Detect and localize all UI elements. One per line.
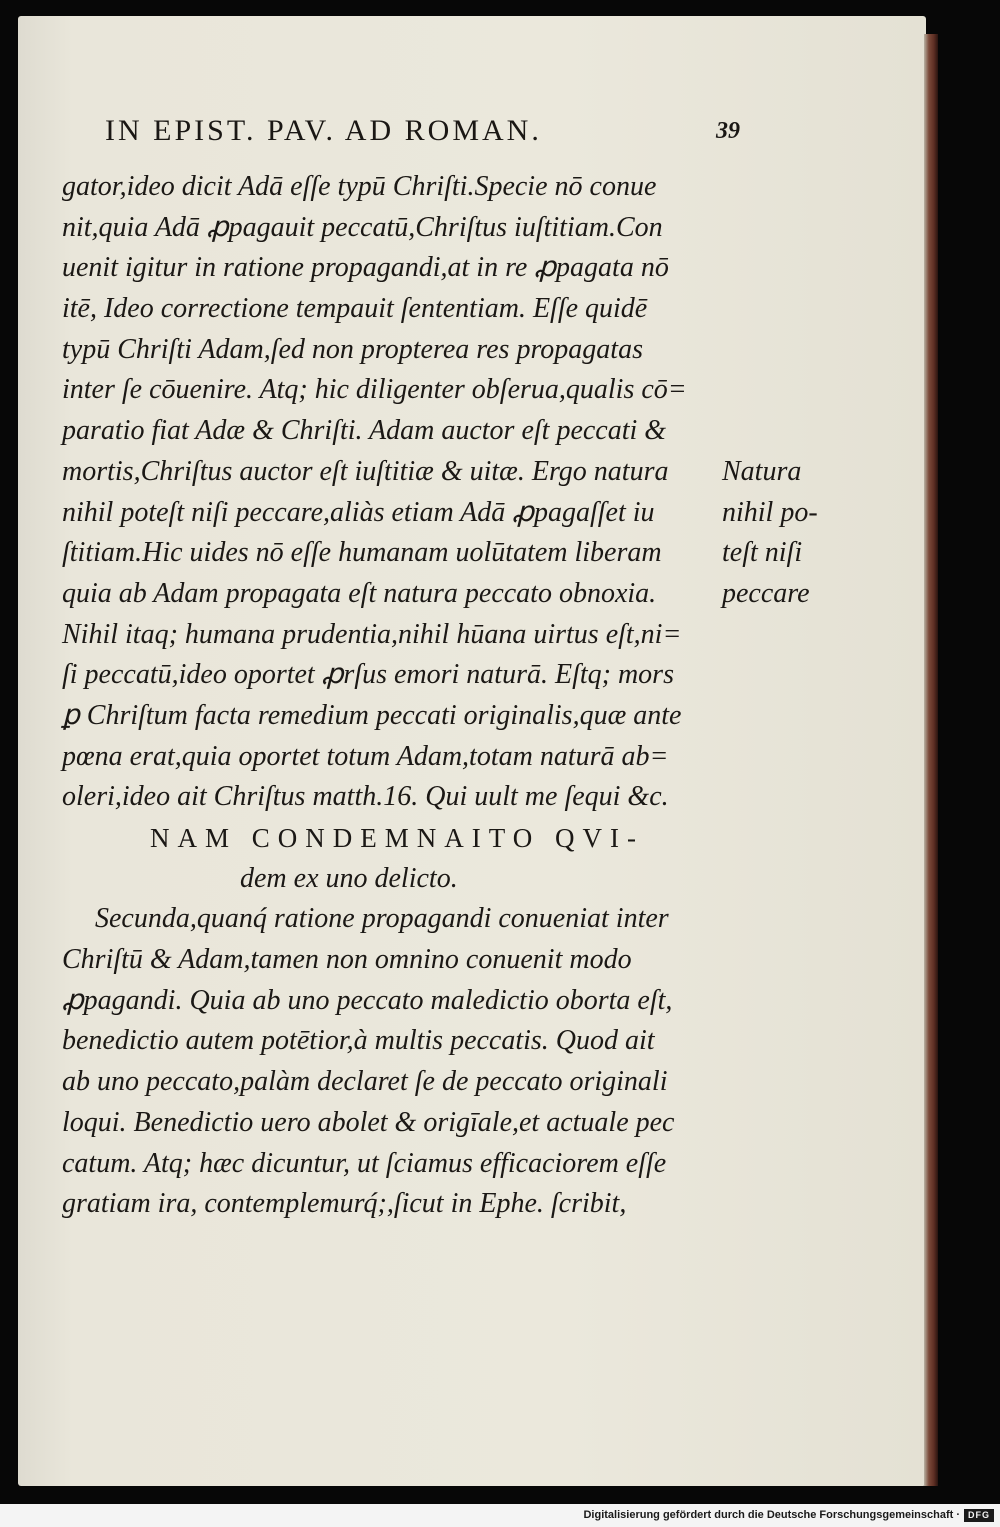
text-line: benedictio autem potētior,à multis peccatis. Quod ait [62,1025,655,1057]
marginal-note [722,452,818,615]
running-head: IN EPIST. PAV. AD ROMAN. [105,114,542,147]
book-fore-edge [924,34,938,1486]
text-line: oleri,ideo ait Chriſtus matth.16. Qui uult me ſequi &c. [62,781,669,813]
marginal-note-line: Natura [722,456,802,487]
text-line: mortis,Chriſtus auctor eſt iuſtitiæ & uitæ. Ergo natura [62,455,669,487]
text-line: paratio fiat Adæ & Chriſti. Adam auctor eſt peccati & [62,415,667,447]
marginal-note-line: nihil po- [722,496,818,528]
dfg-logo: DFG [964,1509,994,1522]
text-line: nihil poteſt niſi peccare,aliàs etiam Adā ꝓpagaſſet iu [62,496,655,528]
page-number: 39 [716,118,740,144]
text-line: Nihil itaq; humana prudentia,nihil hūana uirtus eſt,ni= [62,618,682,650]
text-line: ſi peccatū,ideo oportet ꝓrſus emori naturā. Eſtq; mors [62,659,674,691]
text-line: Chriſtū & Adam,tamen non omnino conuenit modo [62,944,632,976]
text-line: nit,quia Adā ꝓpagauit peccatū,Chriſtus iuſtitiam.Con [62,211,663,243]
text-line: ꝑ Chriſtum facta remedium peccati originalis,quæ ante [62,699,682,731]
text-line: ꝓpagandi. Quia ab uno peccato maledictio oborta eſt, [62,984,673,1016]
text-line: Secunda,quanq́ ratione propagandi conueniat inter [95,903,669,935]
lemma-heading-continuation: dem ex uno delicto. [240,862,458,894]
text-line: quia ab Adam propagata eſt natura peccato obnoxia. [62,577,657,609]
lemma-heading: NAM CONDEMNAITO QVI- [150,823,644,853]
text-line: catum. Atq; hæc dicuntur, ut ſciamus efficaciorem eſſe [62,1147,667,1179]
text-line: ſtitiam.Hic uides nō eſſe humanam uolūtatem liberam [62,537,662,569]
main-text [62,167,687,1225]
marginal-note-line: peccare [722,578,810,610]
marginal-note-line: teſt niſi [722,537,803,569]
text-line: typū Chriſti Adam,ſed non propterea res propagatas [62,333,643,365]
text-line: itē, Ideo correctione tempauit ſententiam. Eſſe quidē [62,293,648,325]
text-line: uenit igitur in ratione propagandi,at in re ꝓpagata nō [62,252,669,284]
funding-credit: Digitalisierung gefördert durch die Deutsche Forschungsgemeinschaft · [583,1509,960,1521]
text-line: inter ſe cōuenire. Atq; hic diligenter obſerua,qualis cō= [62,374,687,406]
text-line: loqui. Benedictio uero abolet & origīale,et actuale pec [62,1106,675,1138]
text-line: gator,ideo dicit Adā eſſe typū Chriſti.Specie nō conue [62,171,657,202]
text-line: gratiam ira, contemplemurq́;,ſicut in Ephe. ſcribit, [62,1188,627,1220]
text-line: ab uno peccato,palàm declaret ſe de peccato originali [62,1066,668,1098]
text-line: pœna erat,quia oportet totum Adam,totam naturā ab= [62,740,669,772]
